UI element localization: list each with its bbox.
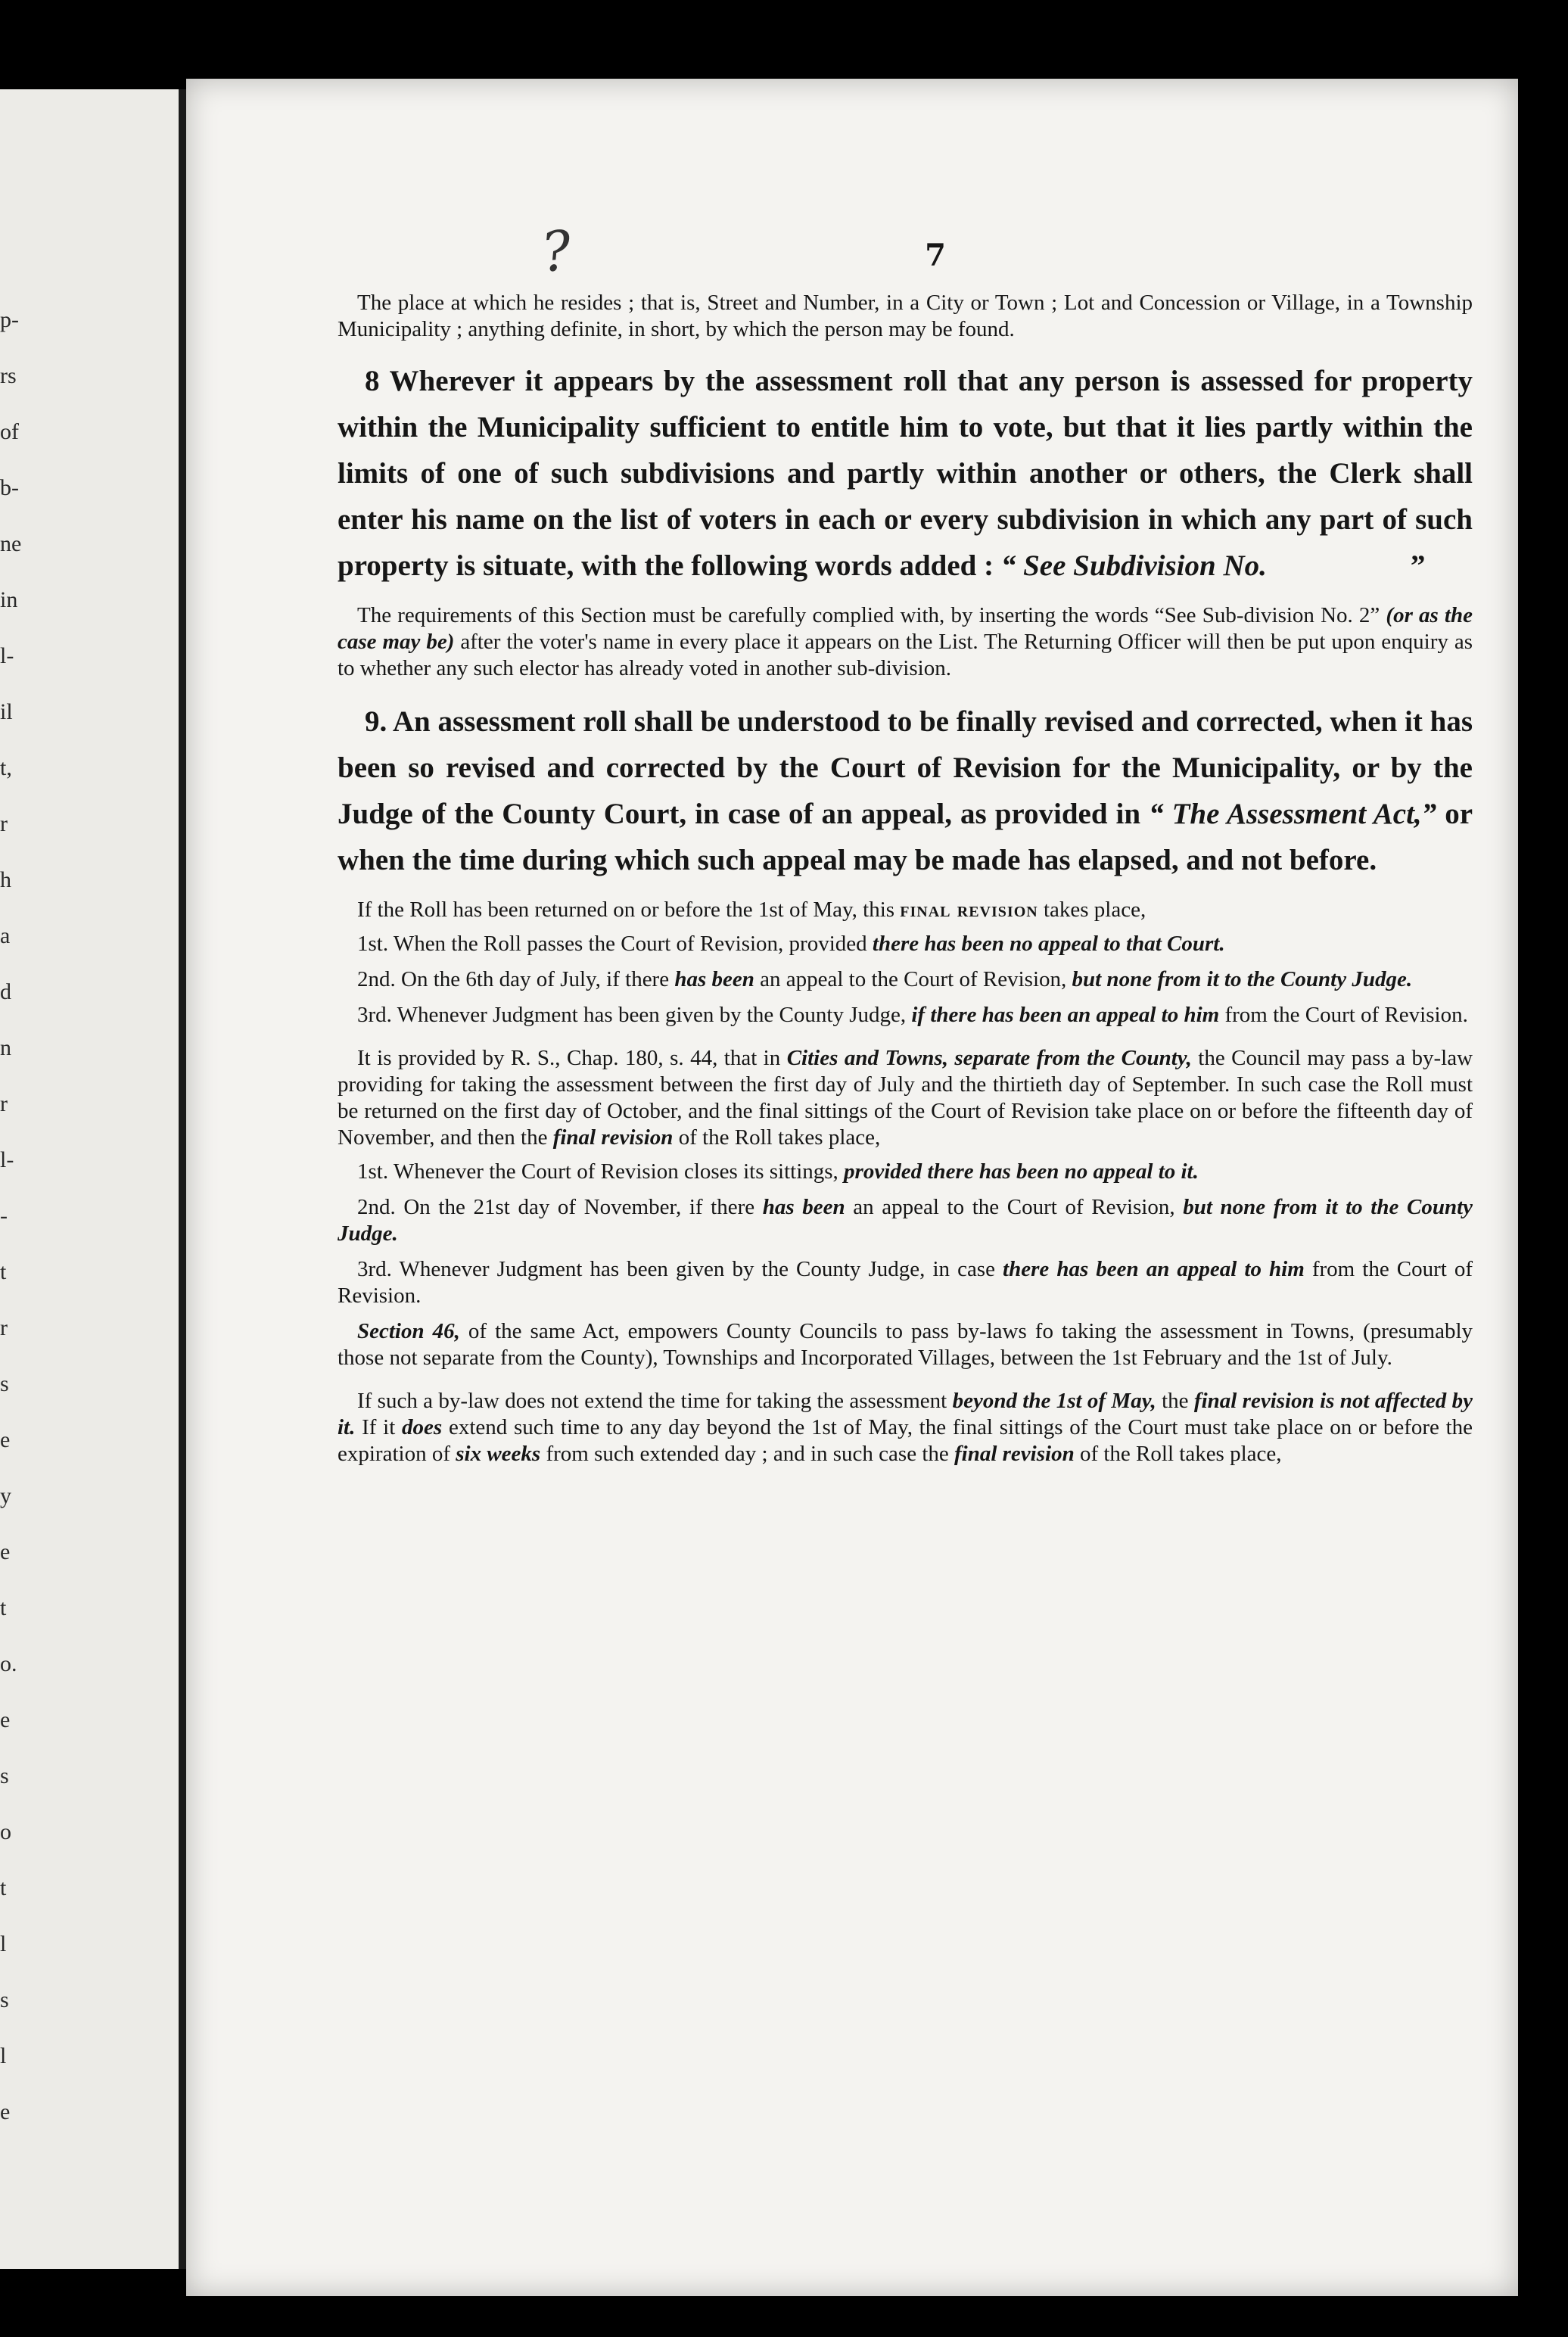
note-rs-first: 1st. Whenever the Court of Revision closes its sittings, provided there has been no appeal to it. bbox=[357, 1159, 1199, 1184]
left-page-fragment: il bbox=[0, 699, 13, 724]
left-page-fragment: of bbox=[0, 419, 19, 444]
left-page-fragment: e bbox=[0, 1427, 11, 1452]
left-page-fragment: t, bbox=[0, 755, 12, 780]
note-rs-third: 3rd. Whenever Judgment has been given by the County Judge, in case there has been an appeal to him from the Court of Revision. bbox=[338, 1257, 1473, 1308]
left-page-fragment: b- bbox=[0, 475, 19, 500]
left-page-fragment: - bbox=[0, 1203, 8, 1228]
note-rs-second: 2nd. On the 21st day of November, if there has been an appeal to the Court of Revision, but none from it to the County Judge. bbox=[338, 1195, 1473, 1246]
left-page-fragment: p- bbox=[0, 307, 19, 332]
left-page-fragment: l bbox=[0, 2043, 7, 2068]
note-final-revision-third: 3rd. Whenever Judgment has been given by the County Judge, if there has been an appeal to him from the Court of Revision. bbox=[357, 1003, 1468, 1027]
left-page-fragment: l- bbox=[0, 643, 14, 668]
left-page-fragment: e bbox=[0, 1539, 11, 1564]
left-page-fragment: s bbox=[0, 1371, 9, 1396]
page-number: 7 bbox=[925, 238, 946, 273]
note-final-revision-first: 1st. When the Roll passes the Court of Revision, provided there has been no appeal to that Court. bbox=[357, 932, 1225, 956]
section-8: 8 Wherever it appears by the assessment roll that any person is assessed for property within the Municipality sufficient to entitle him to vote, but that it lies partly within the limits of one of such subdivisions and partly within another or others, the Clerk shall enter his name on the list of voters in each or every subdivision in which any part of such property is situate, with the following words added : “ See Subdivision No. ” bbox=[338, 365, 1473, 582]
left-page-fragment: o bbox=[0, 1819, 11, 1844]
note-section-46: Section 46, of the same Act, empowers County Councils to pass by-laws fo taking the assessment in Towns, (presumably those not separate from the County), Townships and Incorporated Villages, between the 1st February and the 1st of July. bbox=[338, 1319, 1473, 1370]
left-page-fragment: rs bbox=[0, 363, 17, 388]
left-page-fragment: d bbox=[0, 979, 11, 1004]
note-residence: The place at which he resides ; that is, Street and Number, in a City or Town ; Lot and Concession or Village, in a Township Municipality ; anything definite, in short, by which the person may be found. bbox=[338, 291, 1473, 341]
left-page-fragment: e bbox=[0, 2099, 11, 2124]
left-page-fragment: e bbox=[0, 1707, 11, 1732]
page-content bbox=[338, 238, 1473, 1475]
left-page-fragment: t bbox=[0, 1259, 7, 1284]
note-rs-chap-180: It is provided by R. S., Chap. 180, s. 44, that in Cities and Towns, separate from the County, the Council may pass a by-law providing for taking the assessment between the first day of July and the thirtieth day of September. In such case the Roll must be returned on the first day of October, and the final sittings of the Court of Revision take place on or before the fifteenth day of November, and then the final revision of the Roll takes place, bbox=[338, 1046, 1473, 1150]
left-page-fragment: a bbox=[0, 923, 11, 948]
section-9: 9. An assessment roll shall be understood to be finally revised and corrected, when it has been so revised and corrected by the Court of Revision for the Municipality, or by the Judge of the County Court, in case of an appeal, as provided in “ The Assessment Act,” or when the time during which such appeal may be made has elapsed, and not before. bbox=[338, 705, 1473, 876]
left-page-fragment: l bbox=[0, 1931, 7, 1956]
left-page-fragment: r bbox=[0, 1091, 8, 1116]
left-page-fragment: r bbox=[0, 1315, 8, 1340]
margin-question-mark: ? bbox=[538, 218, 574, 285]
left-page-fragment: in bbox=[0, 587, 18, 612]
note-final-revision-intro: If the Roll has been returned on or before the 1st of May, this final revision takes place, bbox=[357, 898, 1146, 922]
note-bylaw-extension: If such a by-law does not extend the time for taking the assessment beyond the 1st of May, the final revision is not affected by it. If it does extend such time to any day beyond the 1st of May, the final sittings of the Court must take place on or before the expiration of six weeks from such extended day ; and in such case the final revision of the Roll takes place, bbox=[338, 1389, 1473, 1466]
left-page-fragment: n bbox=[0, 1035, 11, 1060]
left-page-fragment: h bbox=[0, 867, 11, 892]
left-page-edge bbox=[0, 89, 186, 2269]
note-section-8: The requirements of this Section must be carefully complied with, by inserting the words “See Sub-division No. 2” (or as the case may be) after the voter's name in every place it appears on the List. The Returning Officer will then be put upon enquiry as to whether any such elector has already voted in another sub-division. bbox=[338, 603, 1473, 680]
document-page bbox=[186, 79, 1518, 2296]
left-page-fragment: o. bbox=[0, 1651, 17, 1676]
left-page-fragment: t bbox=[0, 1595, 7, 1620]
left-page-fragment: s bbox=[0, 1987, 9, 2012]
left-page-fragment: t bbox=[0, 1875, 7, 1900]
note-final-revision-second: 2nd. On the 6th day of July, if there has been an appeal to the Court of Revision, but none from it to the County Judge. bbox=[357, 967, 1413, 991]
left-page-fragment: y bbox=[0, 1483, 11, 1508]
left-page-fragment: r bbox=[0, 811, 8, 836]
left-page-fragment: l- bbox=[0, 1147, 14, 1172]
left-page-fragment: ne bbox=[0, 531, 22, 556]
left-page-fragment: s bbox=[0, 1763, 9, 1788]
